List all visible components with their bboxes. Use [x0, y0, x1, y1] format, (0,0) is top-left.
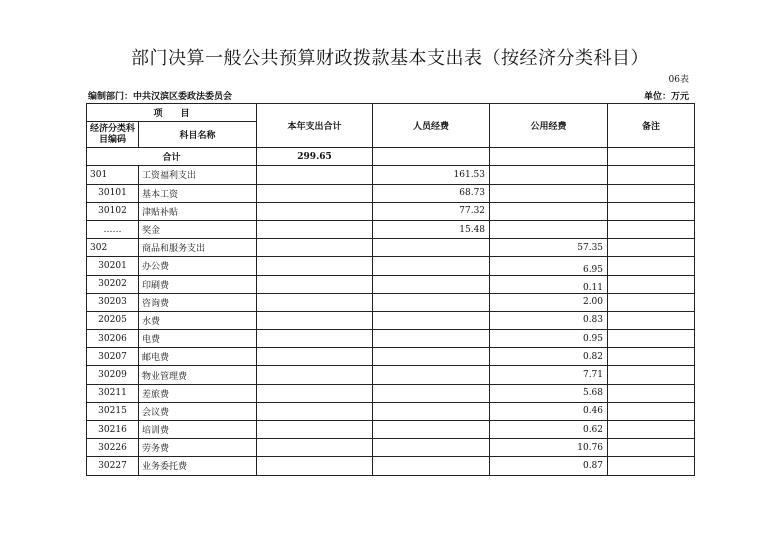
cell-name: 劳务费 — [139, 439, 257, 457]
cell-personnel — [373, 366, 490, 384]
cell-personnel: 15.48 — [373, 220, 490, 238]
cell-name: 邮电费 — [139, 348, 257, 366]
cell-personnel — [373, 330, 490, 348]
cell-total — [257, 366, 373, 384]
cell-public: 10.76 — [490, 439, 608, 457]
table-row — [87, 202, 695, 220]
cell-personnel: 68.73 — [373, 184, 490, 202]
table-row — [87, 220, 695, 238]
cell-note — [608, 439, 695, 457]
cell-code: 30227 — [87, 457, 139, 475]
cell-note — [608, 293, 695, 311]
table-row — [87, 239, 695, 257]
table-row — [87, 257, 695, 275]
cell-code: 20205 — [87, 311, 139, 329]
table-row — [87, 166, 695, 184]
cell-note — [608, 330, 695, 348]
table-row — [87, 366, 695, 384]
cell-total — [257, 348, 373, 366]
cell-name: 商品和服务支出 — [139, 239, 257, 257]
cell-personnel — [373, 311, 490, 329]
cell-note — [608, 275, 695, 293]
cell-note — [608, 402, 695, 420]
cell-public — [490, 166, 608, 184]
cell-note — [608, 348, 695, 366]
cell-personnel — [373, 384, 490, 402]
cell-total — [257, 202, 373, 220]
summary-label: 合计 — [87, 148, 257, 166]
cell-note — [608, 311, 695, 329]
cell-note — [608, 421, 695, 439]
header-total: 本年支出合计 — [257, 104, 373, 148]
table-row — [87, 293, 695, 311]
cell-note — [608, 384, 695, 402]
cell-name: 办公费 — [139, 257, 257, 275]
cell-name: 津贴补贴 — [139, 202, 257, 220]
cell-total — [257, 220, 373, 238]
cell-personnel — [373, 257, 490, 275]
cell-total — [257, 275, 373, 293]
cell-personnel: 161.53 — [373, 166, 490, 184]
cell-note — [608, 166, 695, 184]
cell-name: 基本工资 — [139, 184, 257, 202]
cell-personnel — [373, 457, 490, 475]
cell-personnel — [373, 439, 490, 457]
page-title: 部门决算一般公共预算财政拨款基本支出表（按经济分类科目） — [131, 48, 649, 69]
cell-name: 差旅费 — [139, 384, 257, 402]
cell-personnel — [373, 348, 490, 366]
cell-name: 工资福利支出 — [139, 166, 257, 184]
summary-row — [87, 148, 695, 166]
header-item: 项 目 — [87, 104, 257, 122]
cell-code: 30207 — [87, 348, 139, 366]
cell-code: 30102 — [87, 202, 139, 220]
expenditure-table — [86, 103, 695, 476]
cell-name: 物业管理费 — [139, 366, 257, 384]
table-row — [87, 330, 695, 348]
cell-code: 30211 — [87, 384, 139, 402]
cell-public: 0.46 — [490, 402, 608, 420]
cell-personnel — [373, 293, 490, 311]
cell-public: 0.83 — [490, 311, 608, 329]
cell-public — [490, 184, 608, 202]
table-row — [87, 311, 695, 329]
cell-name: 水费 — [139, 311, 257, 329]
cell-total — [257, 402, 373, 420]
cell-public: 7.71 — [490, 366, 608, 384]
cell-total — [257, 439, 373, 457]
cell-name: 奖金 — [139, 220, 257, 238]
cell-code: 301 — [87, 166, 139, 184]
cell-name: 业务委托费 — [139, 457, 257, 475]
cell-total — [257, 257, 373, 275]
cell-public: 0.82 — [490, 348, 608, 366]
cell-code: …… — [87, 220, 139, 238]
cell-total — [257, 239, 373, 257]
cell-note — [608, 457, 695, 475]
cell-code: 30101 — [87, 184, 139, 202]
cell-public: 0.11 — [490, 275, 608, 293]
cell-code: 30203 — [87, 293, 139, 311]
department-label: 编制部门：中共汉滨区委政法委员会 — [88, 92, 233, 102]
cell-total — [257, 330, 373, 348]
header-note: 备注 — [608, 104, 695, 148]
header-name: 科目名称 — [139, 122, 257, 148]
cell-code: 30215 — [87, 402, 139, 420]
summary-total: 299.65 — [257, 148, 373, 166]
table-row — [87, 184, 695, 202]
table-row — [87, 457, 695, 475]
cell-total — [257, 293, 373, 311]
table-row — [87, 402, 695, 420]
cell-code: 30209 — [87, 366, 139, 384]
cell-public: 0.95 — [490, 330, 608, 348]
header-row-1 — [87, 104, 695, 122]
cell-public: 0.87 — [490, 457, 608, 475]
cell-note — [608, 220, 695, 238]
cell-public: 0.62 — [490, 421, 608, 439]
unit-label: 单位：万元 — [643, 92, 689, 102]
cell-name: 培训费 — [139, 421, 257, 439]
cell-note — [608, 366, 695, 384]
table-row — [87, 384, 695, 402]
cell-code: 30216 — [87, 421, 139, 439]
cell-code: 30226 — [87, 439, 139, 457]
cell-public: 5.68 — [490, 384, 608, 402]
cell-personnel: 77.32 — [373, 202, 490, 220]
cell-public — [490, 220, 608, 238]
cell-public: 2.00 — [490, 293, 608, 311]
cell-public: 57.35 — [490, 239, 608, 257]
cell-name: 咨询费 — [139, 293, 257, 311]
cell-total — [257, 421, 373, 439]
cell-personnel — [373, 402, 490, 420]
cell-name: 印刷费 — [139, 275, 257, 293]
table-row — [87, 421, 695, 439]
cell-personnel — [373, 239, 490, 257]
cell-note — [608, 184, 695, 202]
cell-code: 30201 — [87, 257, 139, 275]
cell-personnel — [373, 421, 490, 439]
header-public: 公用经费 — [490, 104, 608, 148]
cell-total — [257, 184, 373, 202]
cell-name: 电费 — [139, 330, 257, 348]
cell-code: 30206 — [87, 330, 139, 348]
header-code: 经济分类科目编码 — [87, 122, 139, 148]
cell-public — [490, 202, 608, 220]
cell-public: 6.95 — [490, 257, 608, 275]
cell-name: 会议费 — [139, 402, 257, 420]
cell-code: 30202 — [87, 275, 139, 293]
cell-personnel — [373, 275, 490, 293]
cell-code: 302 — [87, 239, 139, 257]
form-number: 06表 — [668, 75, 689, 85]
cell-note — [608, 257, 695, 275]
table-row — [87, 348, 695, 366]
table-row — [87, 275, 695, 293]
table-row — [87, 439, 695, 457]
cell-note — [608, 202, 695, 220]
cell-total — [257, 311, 373, 329]
cell-total — [257, 384, 373, 402]
cell-note — [608, 239, 695, 257]
cell-total — [257, 166, 373, 184]
cell-total — [257, 457, 373, 475]
header-personnel: 人员经费 — [373, 104, 490, 148]
